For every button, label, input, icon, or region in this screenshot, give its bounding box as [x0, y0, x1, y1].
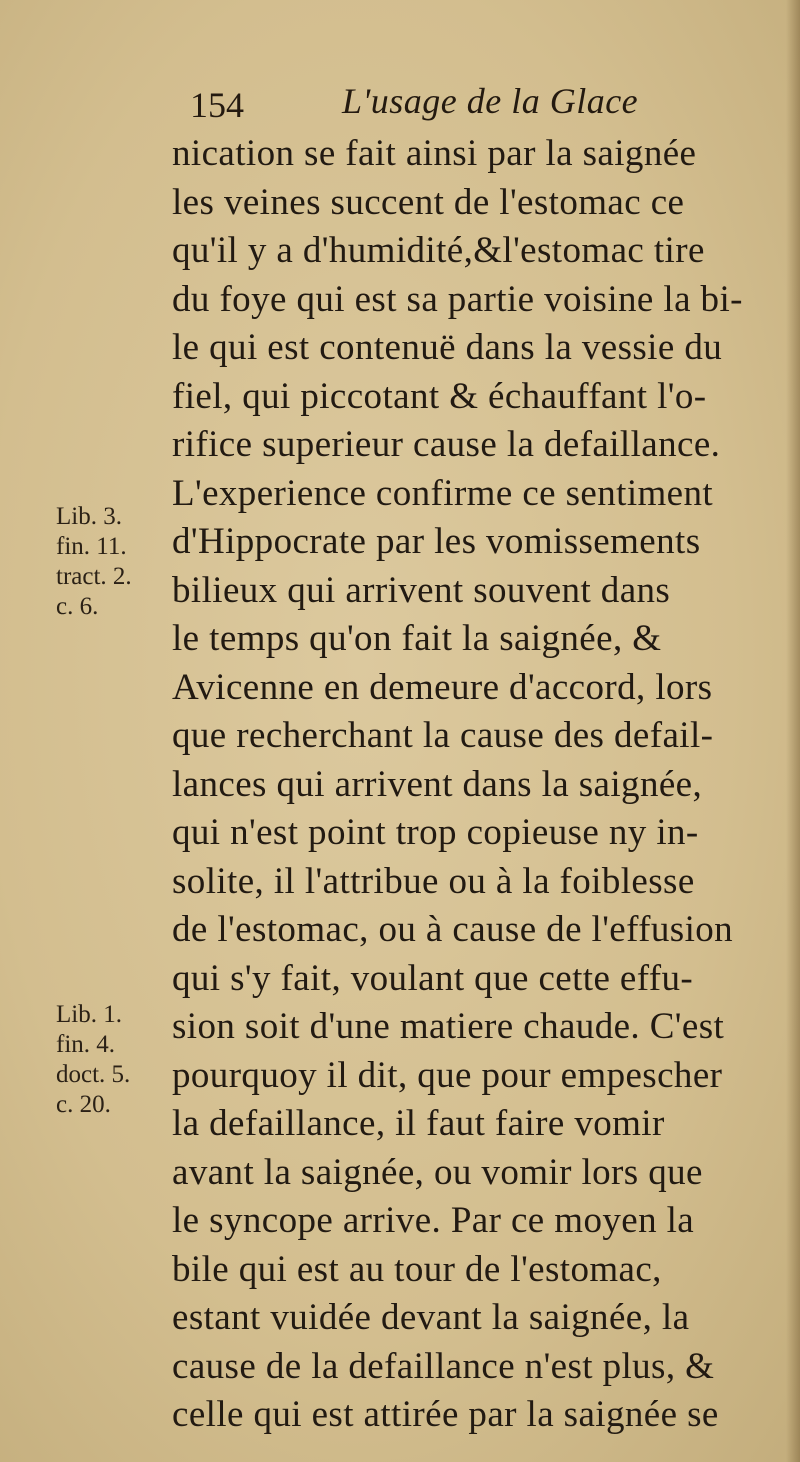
- text-line: bilieux qui arrivent souvent dans: [172, 569, 671, 611]
- text-line: la defaillance, il faut faire vomir: [172, 1103, 665, 1144]
- margin-note-line: Lib. 1.: [56, 1001, 122, 1028]
- text-line: de l'estomac, ou à cause de l'effusion: [172, 909, 734, 950]
- text-line: avant la saignée, ou vomir lors que: [172, 1151, 703, 1193]
- text-line: lances qui arrivent dans la saignée,: [172, 763, 703, 805]
- text-line: du foye qui est sa partie voisine la bi-: [172, 278, 743, 320]
- margin-note-line: fin. 4.: [56, 1031, 116, 1058]
- text-line: rifice superieur cause la defaillance.: [172, 424, 721, 465]
- text-line: nication se fait ainsi par la saignée: [172, 133, 697, 174]
- page-number: 154: [190, 85, 244, 125]
- margin-note-line: fin. 11.: [56, 533, 127, 560]
- text-line: pourquoy il dit, que pour empescher: [172, 1054, 723, 1096]
- text-line: le qui est contenuë dans la vessie du: [172, 327, 723, 368]
- margin-note: [56, 1000, 174, 1120]
- text-line: sion soit d'une matiere chaude. C'est: [172, 1006, 725, 1047]
- margin-note: [56, 502, 174, 622]
- text-line: qui n'est point trop copieuse ny in-: [172, 812, 699, 853]
- text-line: L'experience confirme ce sentiment: [172, 472, 714, 514]
- text-line: celle qui est attirée par la saignée se: [172, 1394, 719, 1435]
- running-title: L'usage de la Glace: [342, 81, 639, 121]
- page-edge-shadow: [786, 0, 800, 1462]
- margin-note-line: c. 6.: [56, 593, 99, 620]
- margin-note-line: Lib. 3.: [56, 503, 122, 530]
- text-line: qui s'y fait, voulant que cette effu-: [172, 957, 694, 999]
- text-line: que recherchant la cause des defail-: [172, 715, 714, 756]
- text-line: les veines succent de l'estomac ce: [172, 181, 685, 223]
- margin-note-line: c. 20.: [56, 1091, 111, 1118]
- body-text: [172, 130, 772, 1440]
- text-line: le syncope arrive. Par ce moyen la: [172, 1200, 695, 1241]
- text-line: fiel, qui piccotant & échauffant l'o-: [172, 375, 707, 417]
- text-line: bile qui est au tour de l'estomac,: [172, 1248, 662, 1290]
- text-line: d'Hippocrate par les vomissements: [172, 521, 701, 562]
- running-head: [190, 78, 710, 126]
- margin-note-line: tract. 2.: [56, 563, 132, 590]
- text-line: solite, il l'attribue ou à la foiblesse: [172, 860, 695, 902]
- text-line: estant vuidée devant la saignée, la: [172, 1297, 690, 1338]
- text-line: Avicenne en demeure d'accord, lors: [172, 666, 713, 708]
- margin-note-line: doct. 5.: [56, 1061, 131, 1088]
- text-line: le temps qu'on fait la saignée, &: [172, 618, 662, 659]
- text-line: cause de la defaillance n'est plus, &: [172, 1345, 715, 1387]
- text-line: qu'il y a d'humidité,&l'estomac tire: [172, 230, 705, 271]
